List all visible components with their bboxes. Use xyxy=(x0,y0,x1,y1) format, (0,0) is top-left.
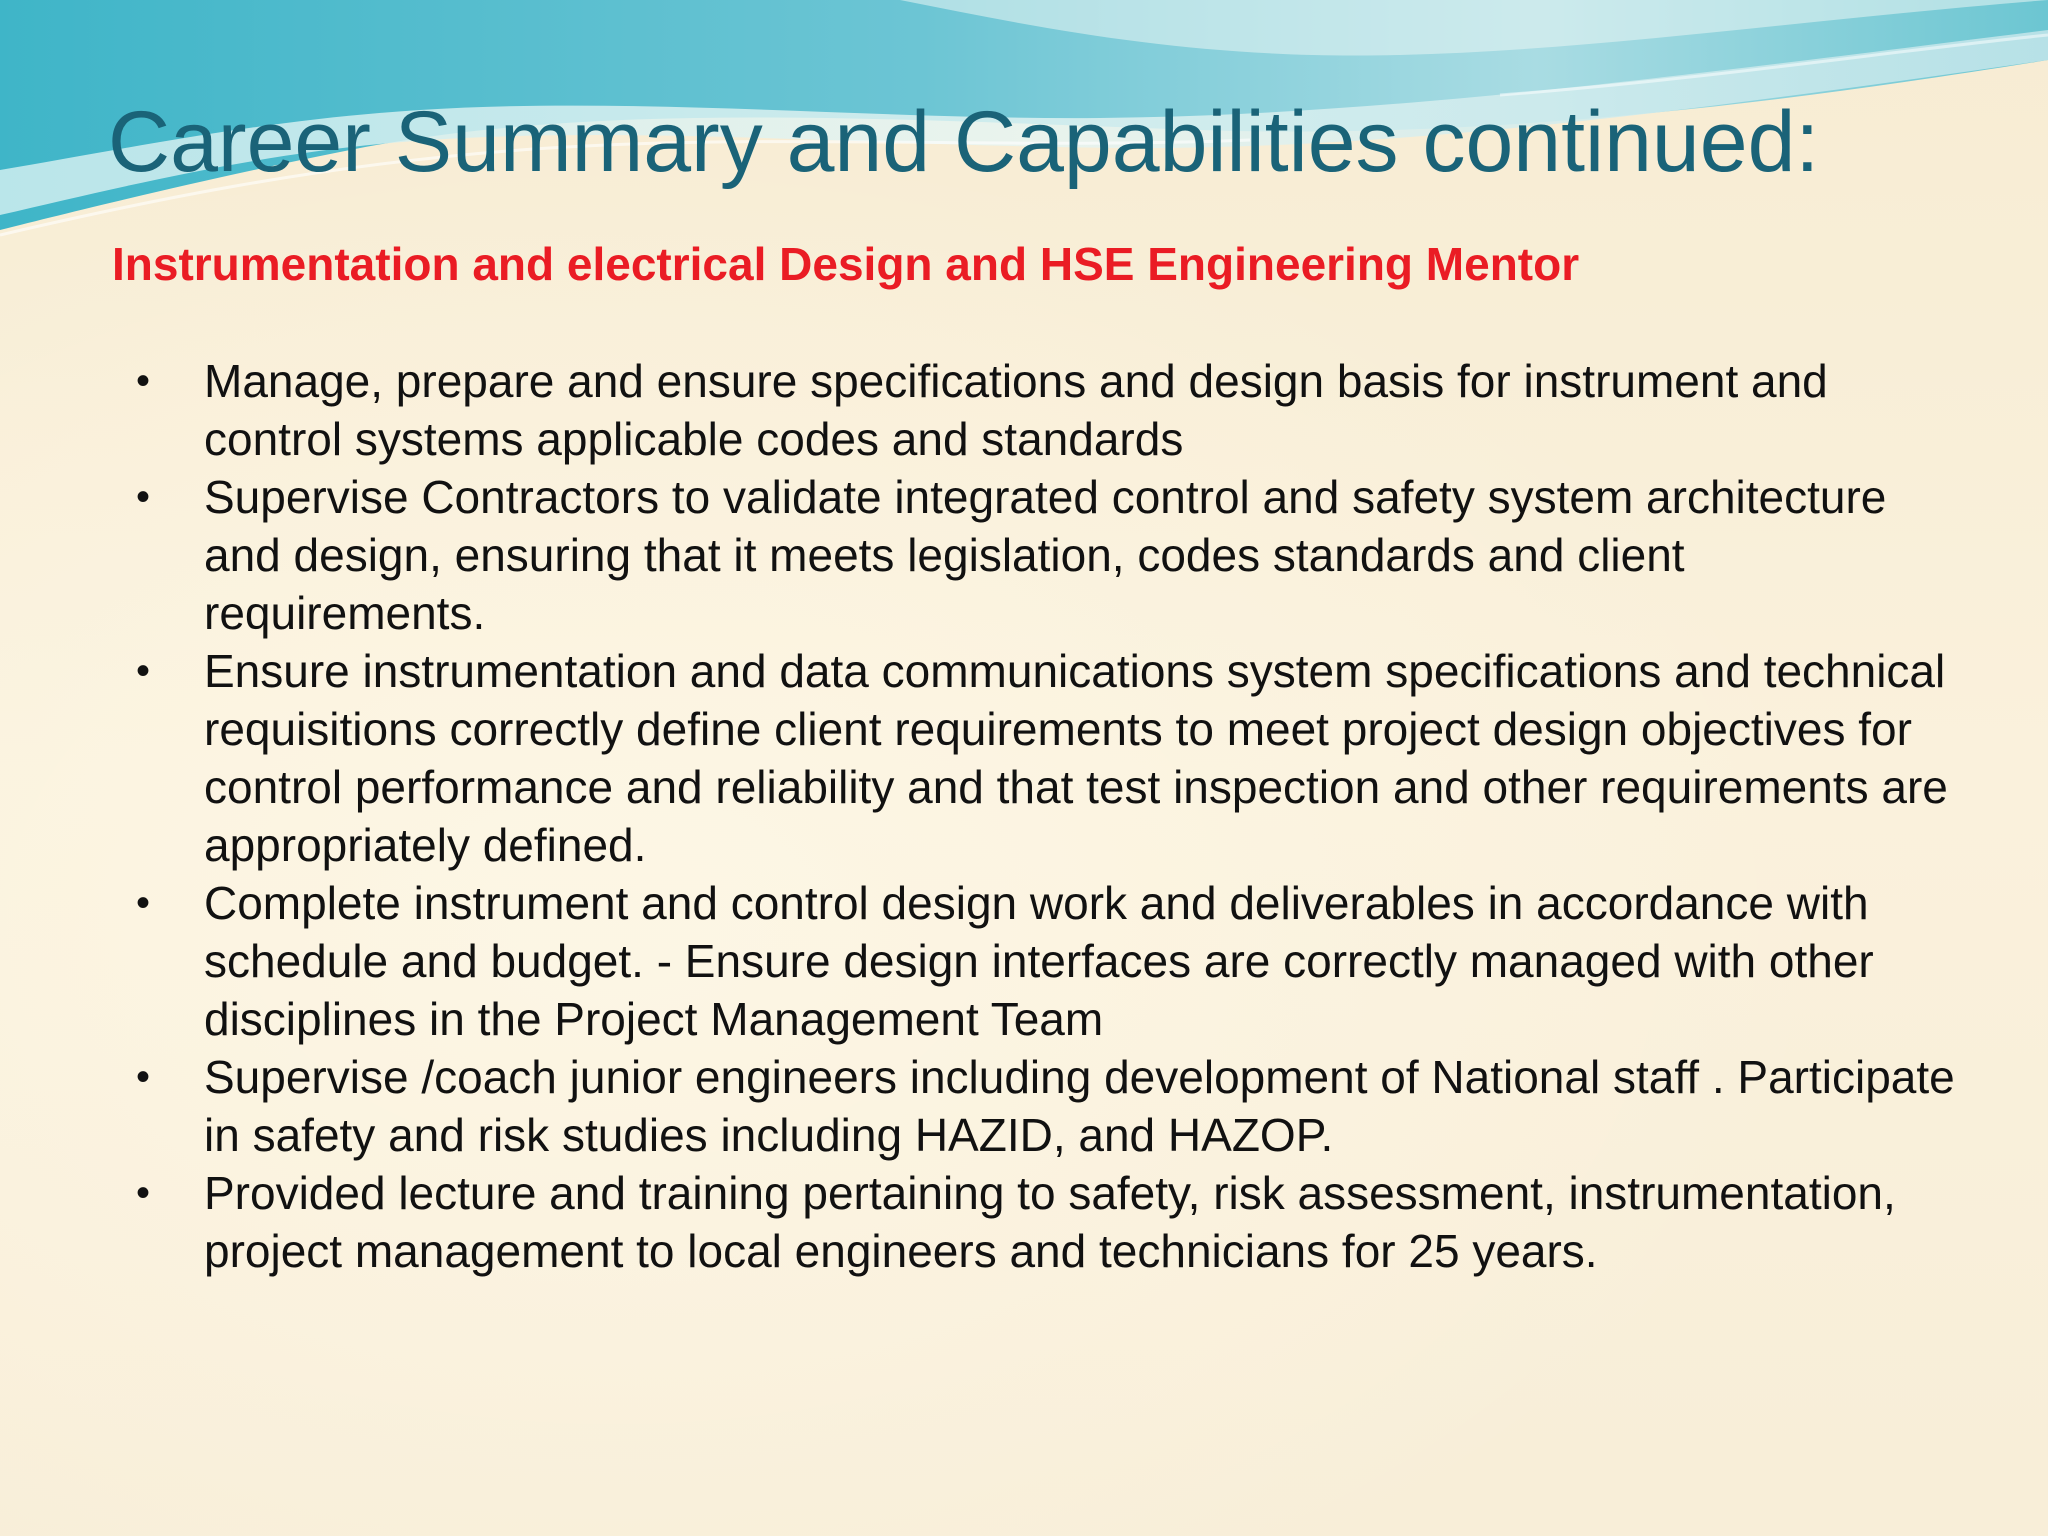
bullet-icon: • xyxy=(136,649,151,693)
bullet-icon: • xyxy=(136,1171,151,1215)
bullet-item xyxy=(130,352,1960,468)
bullet-item xyxy=(130,468,1960,642)
bullet-item xyxy=(130,1048,1960,1164)
bullet-text: Ensure instrumentation and data communications system specifications and technical requisitions correctly define client requirements to meet project design objectives for control performance and reliability and that test inspection and other requirements are appropriately defined. xyxy=(204,645,1948,871)
bullet-text: Supervise /coach junior engineers including development of National staff . Participate in safety and risk studies including HAZID, and HAZOP. xyxy=(204,1051,1955,1161)
slide-subtitle: Instrumentation and electrical Design and HSE Engineering Mentor xyxy=(112,238,1580,290)
slide-title: Career Summary and Capabilities continued: xyxy=(108,94,1820,190)
bullet-text: Provided lecture and training pertaining to safety, risk assessment, instrumentation, project management to local engineers and technicians for 25 years. xyxy=(204,1167,1896,1277)
bullet-text: Supervise Contractors to validate integrated control and safety system architecture and design, ensuring that it meets legislation, codes standards and client requirements. xyxy=(204,471,1887,639)
bullet-icon: • xyxy=(136,881,151,925)
bullet-item xyxy=(130,874,1960,1048)
bullet-icon: • xyxy=(136,359,151,403)
bullet-text: Complete instrument and control design work and deliverables in accordance with schedule and budget. - Ensure design interfaces are correctly managed with other disciplines in the Project Management Team xyxy=(204,877,1874,1045)
bullet-icon: • xyxy=(136,475,151,519)
bullet-item xyxy=(130,642,1960,874)
bullet-item xyxy=(130,1164,1960,1280)
bullet-icon: • xyxy=(136,1055,151,1099)
bullet-list xyxy=(130,352,1960,1280)
bullet-text: Manage, prepare and ensure specifications and design basis for instrument and control systems applicable codes and standards xyxy=(204,355,1828,465)
